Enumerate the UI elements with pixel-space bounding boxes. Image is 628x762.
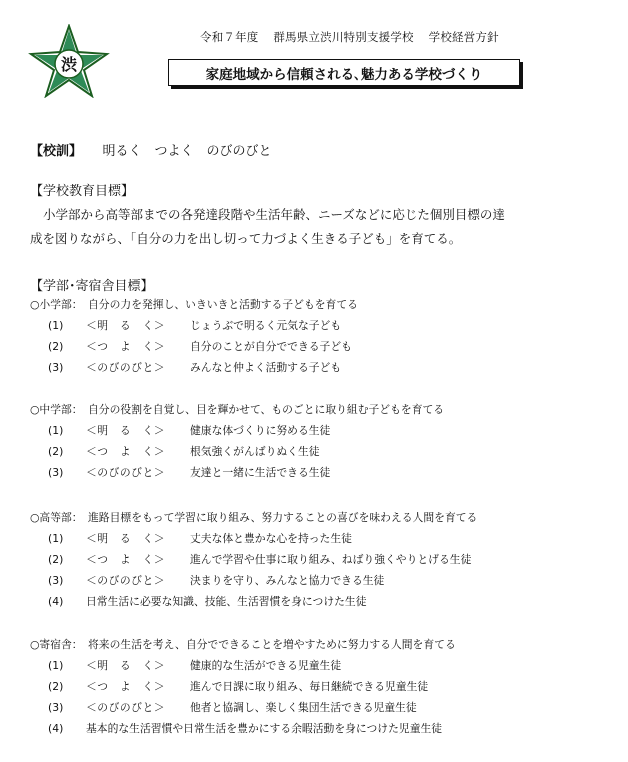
item-number: (2)	[48, 340, 64, 353]
item-keyword: ＜明 る く＞	[86, 424, 166, 437]
dept-head: ○高等部： 進路目標をもって学習に取り組み、努力することの喜びを味わえる人間を育てる	[30, 511, 478, 524]
slogan-box	[168, 59, 520, 86]
item-text: 健康な体づくりに努める生徒	[190, 424, 331, 437]
goal-item	[30, 591, 610, 612]
goal-item	[30, 549, 610, 570]
item-number: (1)	[48, 532, 64, 545]
item-keyword: ＜のびのびと＞	[86, 574, 166, 587]
item-number: (2)	[48, 445, 64, 458]
goal-item	[30, 315, 610, 336]
item-text: 他者と協調し、楽しく集団生活できる児童生徒	[190, 701, 417, 714]
logo-character: 渋	[60, 55, 78, 74]
item-number: (4)	[48, 595, 64, 608]
school-goal-line-1: 小学部から高等部までの各発達段階や生活年齢、ニーズなどに応じた個別目標の達	[43, 207, 505, 222]
school-goal-heading: 【学校教育目標】	[30, 184, 135, 199]
dept-head: ○中学部： 自分の役割を自覚し、目を輝かせて、ものごとに取り組む子どもを育てる	[30, 403, 445, 416]
goal-item	[30, 462, 610, 483]
dept-head: ○小学部： 自分の力を発揮し、いきいきと活動する子どもを育てる	[30, 298, 358, 311]
school-emblem-logo	[28, 24, 110, 98]
motto-words: 明るく つよく のびのびと	[102, 144, 272, 159]
slogan-text: 家庭地域から信頼される､魅力ある学校づくり	[205, 66, 483, 83]
item-text: 進んで学習や仕事に取り組み、ねばり強くやりとげる生徒	[190, 553, 472, 566]
goal-item	[30, 528, 610, 549]
item-keyword: ＜のびのびと＞	[86, 361, 166, 374]
item-text: 日常生活に必要な知識、技能、生活習慣を身につけた生徒	[86, 595, 367, 608]
dept-head: ○寄宿舎： 将来の生活を考え、自分でできることを増やすために努力する人間を育てる	[30, 638, 456, 651]
item-keyword: ＜明 る く＞	[86, 532, 166, 545]
motto-label: 【校訓】	[30, 144, 83, 159]
item-text: 進んで日課に取り組み、毎日継続できる児童生徒	[190, 680, 429, 693]
dept-section-dormitory	[30, 634, 610, 739]
item-keyword: ＜つ よ く＞	[86, 340, 166, 353]
goal-item	[30, 420, 610, 441]
item-number: (3)	[48, 466, 64, 479]
header-school-name: 群馬県立渋川特別支援学校	[273, 30, 414, 44]
item-number: (1)	[48, 659, 64, 672]
item-number: (1)	[48, 319, 64, 332]
dept-section-high-school	[30, 507, 610, 612]
goal-item	[30, 718, 610, 739]
item-text: 基本的な生活習慣や日常生活を豊かにする余暇活動を身につけた児童生徒	[86, 722, 443, 735]
item-number: (4)	[48, 722, 64, 735]
header-doc-title: 学校経営方針	[428, 30, 499, 44]
item-keyword: ＜つ よ く＞	[86, 680, 166, 693]
dept-goals-heading: 【学部･寄宿舎目標】	[30, 279, 154, 294]
item-number: (3)	[48, 361, 64, 374]
item-keyword: ＜明 る く＞	[86, 319, 166, 332]
goal-item	[30, 697, 610, 718]
item-text: 丈夫な体と豊かな心を持った生徒	[190, 532, 352, 545]
goal-item	[30, 676, 610, 697]
item-text: 自分のことが自分でできる子ども	[190, 340, 352, 353]
goal-item	[30, 441, 610, 462]
goal-item	[30, 357, 610, 378]
item-text: 友達と一緒に生活できる生徒	[190, 466, 331, 479]
item-number: (2)	[48, 553, 64, 566]
school-goal-body	[30, 203, 590, 251]
item-keyword: ＜のびのびと＞	[86, 701, 166, 714]
goal-item	[30, 570, 610, 591]
item-keyword: ＜つ よ く＞	[86, 445, 166, 458]
header-year: 令和７年度	[200, 30, 259, 44]
item-text: 健康的な生活ができる児童生徒	[190, 659, 342, 672]
item-number: (2)	[48, 680, 64, 693]
item-text: 根気強くがんばりぬく生徒	[190, 445, 320, 458]
item-number: (3)	[48, 701, 64, 714]
item-keyword: ＜明 る く＞	[86, 659, 166, 672]
item-text: みんなと仲よく活動する子ども	[190, 361, 342, 374]
document-header	[200, 29, 510, 45]
item-keyword: ＜つ よ く＞	[86, 553, 166, 566]
goal-item	[30, 655, 610, 676]
dept-section-elementary	[30, 294, 610, 378]
item-text: じょうぶで明るく元気な子ども	[190, 319, 342, 332]
school-motto	[30, 140, 272, 159]
item-keyword: ＜のびのびと＞	[86, 466, 166, 479]
item-number: (1)	[48, 424, 64, 437]
dept-section-junior-high	[30, 399, 610, 483]
item-text: 決まりを守り、みんなと協力できる生徒	[190, 574, 385, 587]
school-goal-line-2: 成を図りながら、「自分の力を出し切って力づよく生きる子ども」を育てる。	[30, 231, 462, 246]
item-number: (3)	[48, 574, 64, 587]
goal-item	[30, 336, 610, 357]
